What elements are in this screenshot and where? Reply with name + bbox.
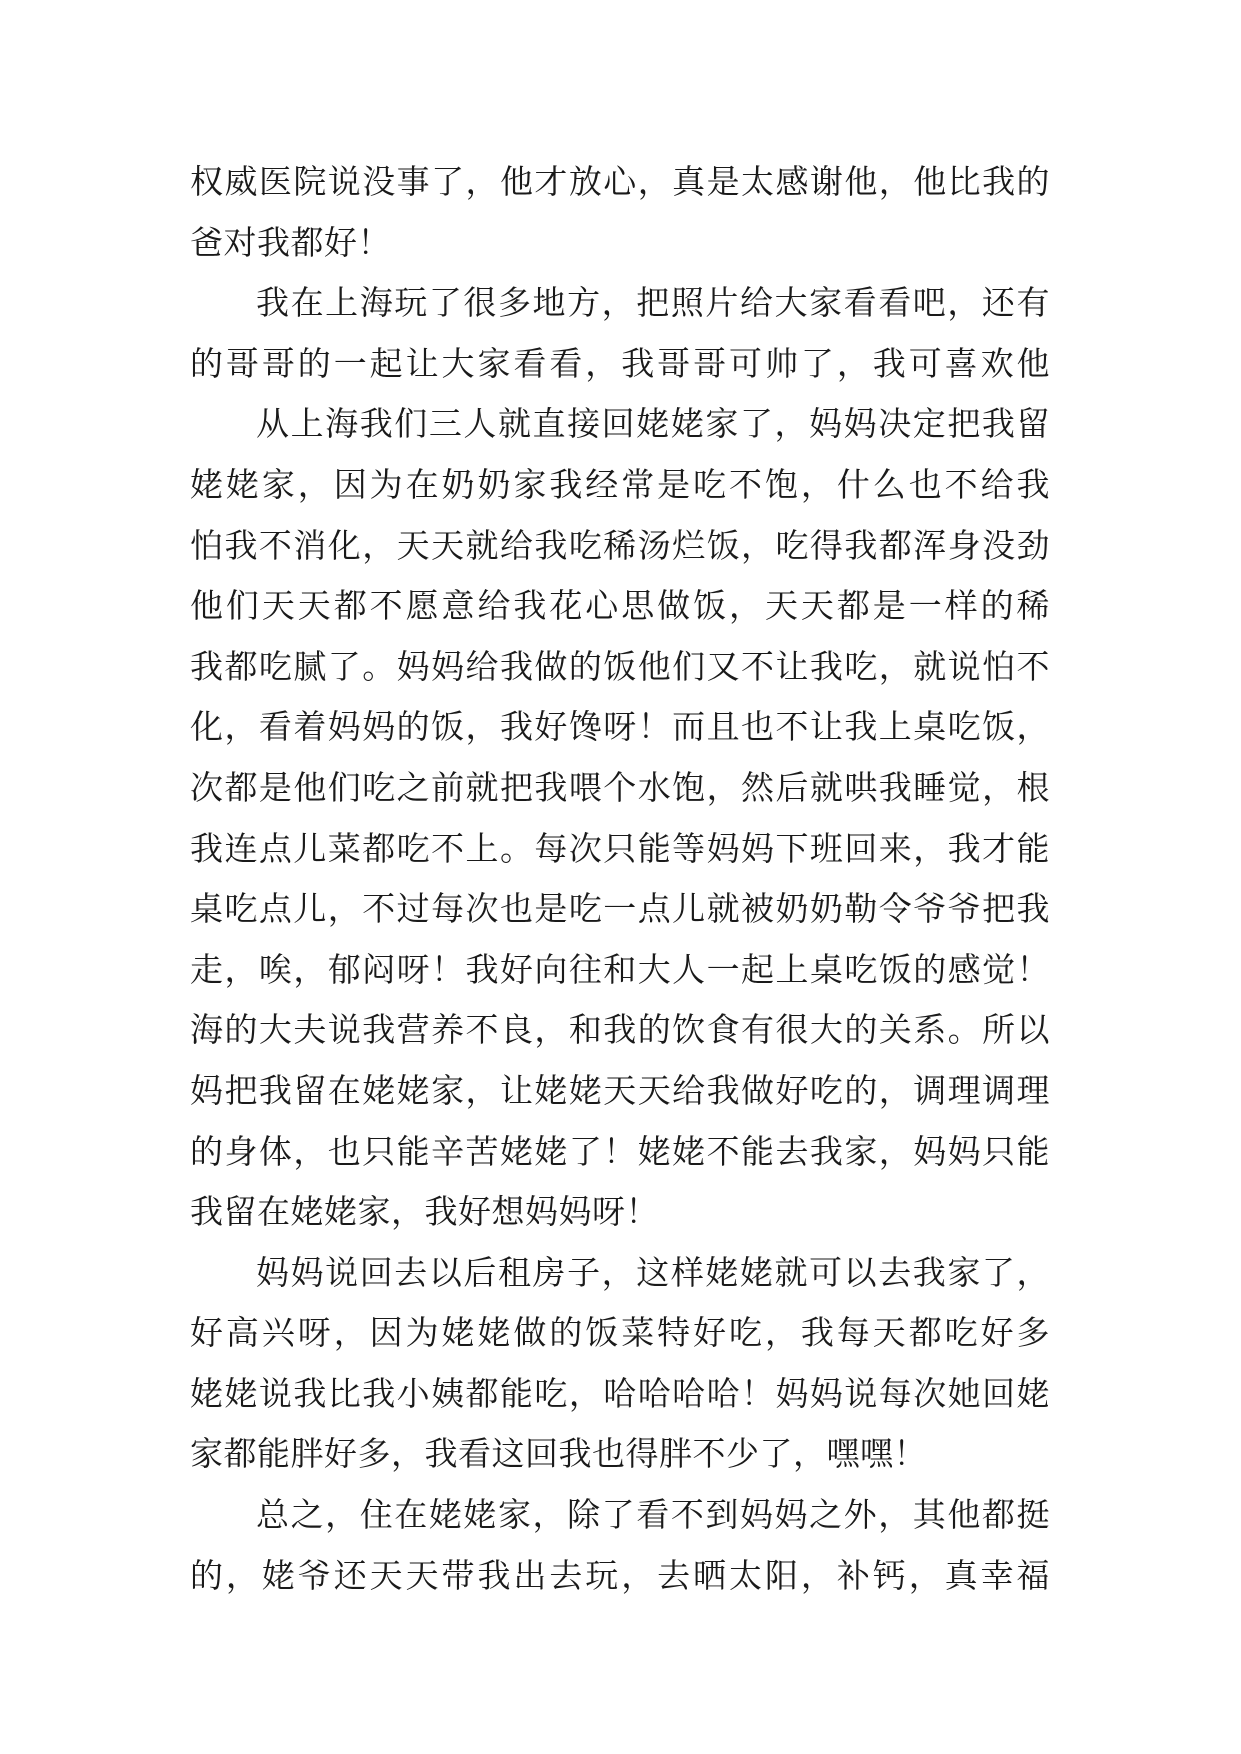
text-line: 我在上海玩了很多地方，把照片给大家看看吧，还有: [256, 283, 1050, 323]
text-line: 我都吃腻了。妈妈给我做的饭他们又不让我吃，就说怕不: [190, 646, 1050, 686]
text-line: 海的大夫说我营养不良，和我的饮食有很大的关系。所以: [190, 1010, 1050, 1050]
text-line: 怕我不消化，天天就给我吃稀汤烂饭，吃得我都浑身没劲: [190, 525, 1050, 565]
text-line: 走，唉，郁闷呀！我好向往和大人一起上桌吃饭的感觉！: [190, 949, 1050, 989]
text-line: 妈妈说回去以后租房子，这样姥姥就可以去我家了，: [256, 1252, 1050, 1292]
text-line: 姥姥家，因为在奶奶家我经常是吃不饱，什么也不给我: [190, 464, 1050, 504]
text-line: 的，姥爷还天天带我出去玩，去晒太阳，补钙，真幸福: [190, 1555, 1050, 1595]
body-text: [190, 152, 1050, 1606]
text-line: 妈把我留在姥姥家，让姥姥天天给我做好吃的，调理调理: [190, 1070, 1050, 1110]
text-line: 的身体，也只能辛苦姥姥了！姥姥不能去我家，妈妈只能: [190, 1131, 1050, 1171]
text-line: 桌吃点儿，不过每次也是吃一点儿就被奶奶勒令爷爷把我: [190, 889, 1050, 929]
text-line: 权威医院说没事了，他才放心，真是太感谢他，他比我的: [190, 162, 1050, 201]
text-line: 化，看着妈妈的饭，我好馋呀！而且也不让我上桌吃饭，: [190, 707, 1050, 747]
text-line: 我留在姥姥家，我好想妈妈呀！: [190, 1192, 659, 1232]
text-line: 好高兴呀，因为姥姥做的饭菜特好吃，我每天都吃好多: [190, 1313, 1050, 1353]
text-line: 总之，住在姥姥家，除了看不到妈妈之外，其他都挺: [256, 1495, 1050, 1535]
text-line: 爸对我都好！: [190, 222, 391, 262]
text-line: 他们天天都不愿意给我花心思做饭，天天都是一样的稀: [190, 586, 1050, 626]
text-line: 家都能胖好多，我看这回我也得胖不少了，嘿嘿！: [190, 1434, 927, 1474]
text-line: 姥姥说我比我小姨都能吃，哈哈哈哈！妈妈说每次她回姥: [190, 1373, 1050, 1413]
text-line: 次都是他们吃之前就把我喂个水饱，然后就哄我睡觉，根: [190, 767, 1050, 807]
text-line: 从上海我们三人就直接回姥姥家了，妈妈决定把我留: [256, 404, 1050, 444]
text-line: 的哥哥的一起让大家看看，我哥哥可帅了，我可喜欢他: [190, 343, 1050, 383]
text-line: 我连点儿菜都吃不上。每次只能等妈妈下班回来，我才能: [190, 828, 1050, 868]
